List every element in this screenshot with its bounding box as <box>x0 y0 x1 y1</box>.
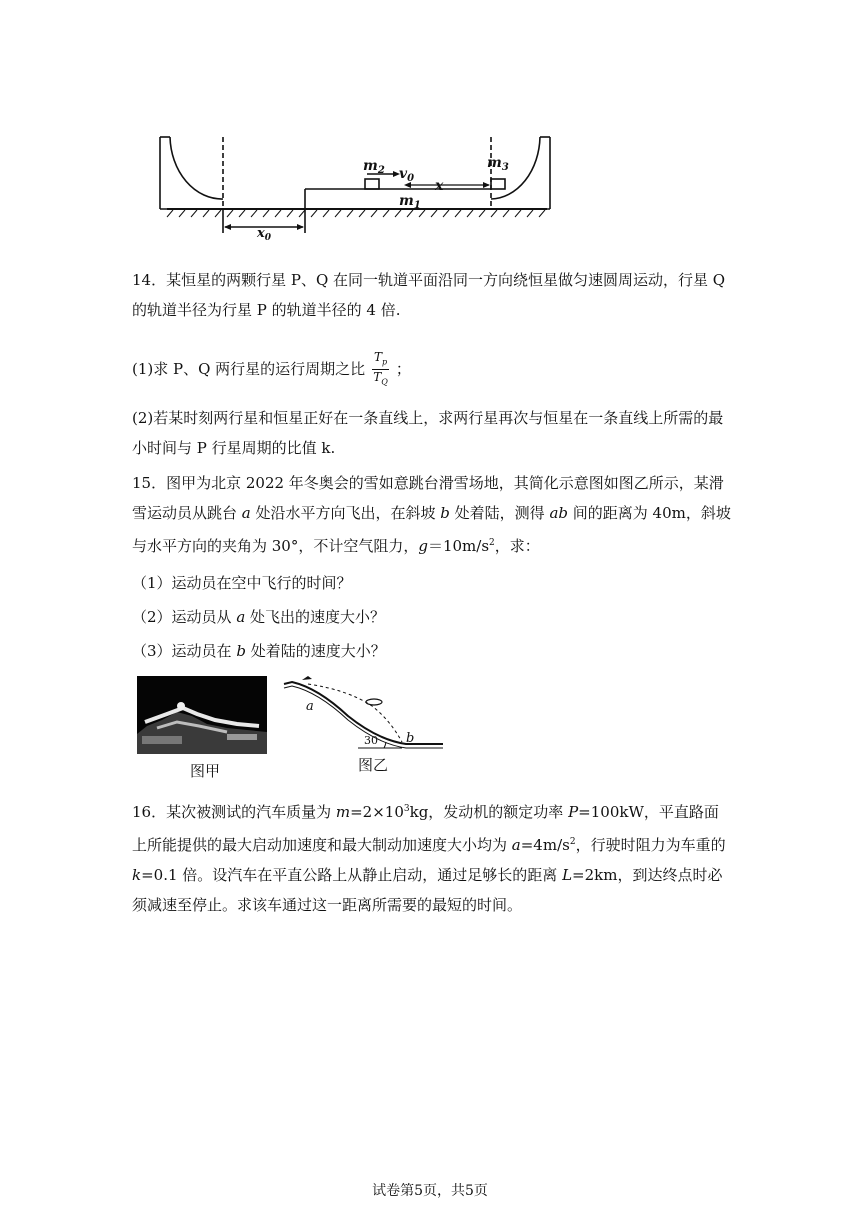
label-x: x <box>435 178 444 194</box>
slope-diagram <box>278 672 448 758</box>
label-v0: $v_0$ <box>399 166 415 184</box>
label-m1: $m_1$ <box>399 193 421 211</box>
fig-label-a: a <box>306 699 314 714</box>
fig-label-b: b <box>406 731 415 746</box>
ski-jump-photo <box>137 676 267 754</box>
q15-part2: （2）运动员从 a 处飞出的速度大小？ <box>132 608 386 626</box>
period-ratio-fraction: $\frac{T_p}{T_Q}$ <box>373 350 388 387</box>
q15-part3: （3）运动员在 b 处着陆的速度大小？ <box>132 642 386 660</box>
track-diagram <box>155 127 555 242</box>
fig-angle: 30 <box>364 734 378 747</box>
page-footer: 试卷第5页，共5页 <box>372 1183 488 1199</box>
label-m2: $m_2$ <box>363 158 385 176</box>
caption-jia: 图甲 <box>190 762 221 780</box>
label-x0: $x_0$ <box>257 226 272 242</box>
q16-stem: 16．某次被测试的汽车质量为 $m=2\times 10^3kg$，发动机的额定功率 P=100kW，平直路面上所能提供的最大启动加速度和最大制动加速度大小均为 $a=4m/s^2$，行驶时阻力为车重的 k=0.1 倍。设汽车在平直公路上从静止启动，通过足够长的距离 L=2km，到达终点时必须减速至停止。求该车通过这一距离所需要的最短的时间。 <box>132 803 726 914</box>
label-m3: $m_3$ <box>487 155 509 173</box>
q14-part2: (2)若某时刻两行星和恒星正好在一条直线上，求两行星再次与恒星在一条直线上所需的最小时间与 P 行星周期的比值 k. <box>132 409 724 457</box>
q14-stem: 14．某恒星的两颗行星 P、Q 在同一轨道平面沿同一方向绕恒星做匀速圆周运动，行星 Q 的轨道半径为行星 P 的轨道半径的 4 倍. <box>132 271 726 319</box>
caption-yi: 图乙 <box>358 756 389 774</box>
q15-stem: 15．图甲为北京 2022 年冬奥会的雪如意跳台滑雪场地，其简化示意图如图乙所示，某滑雪运动员从跳台 a 处沿水平方向飞出，在斜坡 b 处着陆，测得 ab 间的距离为 40m，斜坡与水平方向的夹角为 30°，不计空气阻力，$g=10m/s^2$，求： <box>132 474 731 555</box>
q14-part1: (1)求 P、Q 两行星的运行周期之比 $\frac{T_p}{T_Q}$ ； <box>132 350 411 390</box>
q15-part1: （1）运动员在空中飞行的时间？ <box>132 574 352 592</box>
